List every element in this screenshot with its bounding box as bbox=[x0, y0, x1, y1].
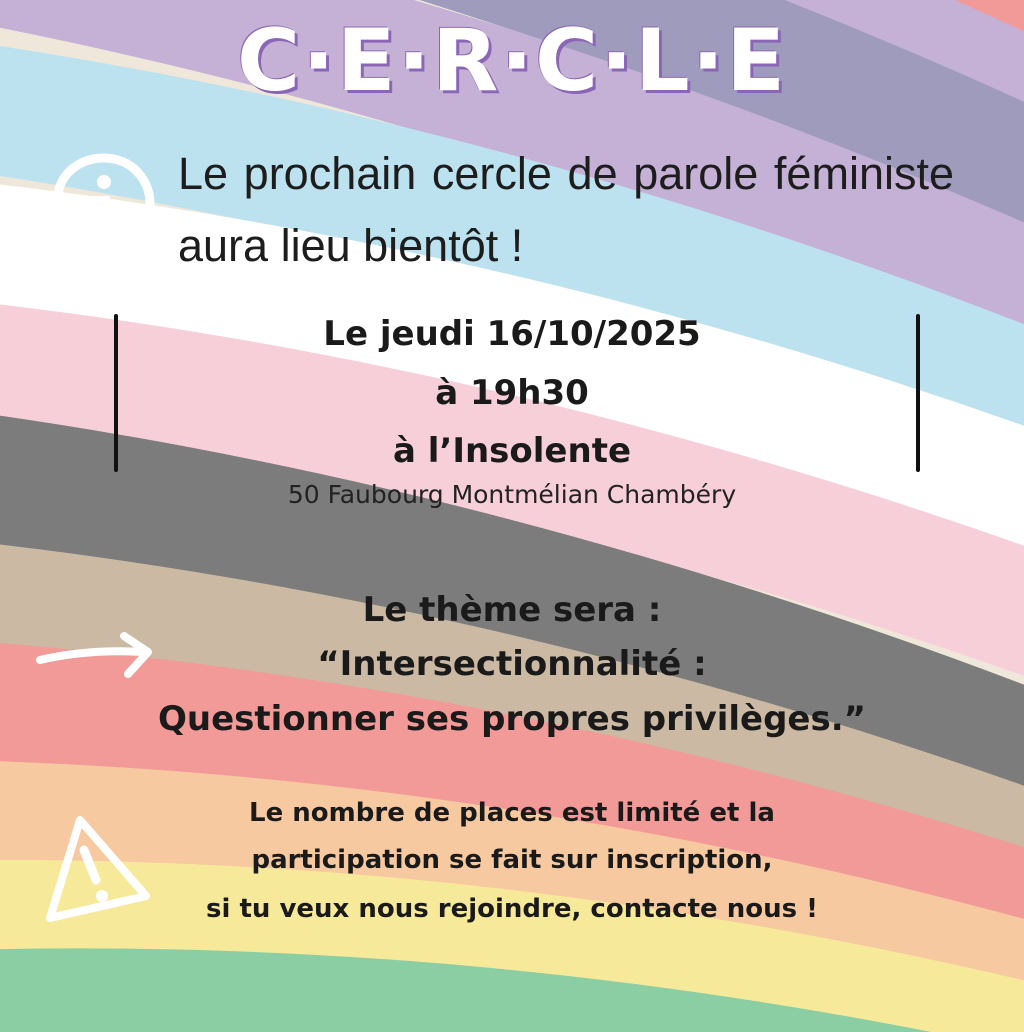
theme-title-line2: Questionner ses propres privilèges.” bbox=[157, 699, 866, 739]
intro-text: Le prochain cercle de parole féministe aura lieu bientôt ! bbox=[178, 148, 954, 271]
event-address: 50 Faubourg Montmélian Chambéry bbox=[287, 480, 737, 509]
right-divider bbox=[916, 314, 920, 472]
poster-title: C·E·R·C·L·E bbox=[236, 11, 788, 111]
note-line2: participation se fait sur inscription, bbox=[251, 845, 773, 875]
info-bubble-icon bbox=[52, 150, 156, 254]
theme-intro: Le thème sera : bbox=[362, 590, 662, 630]
theme-title-line1: “Intersectionnalité : bbox=[317, 644, 707, 684]
left-divider bbox=[114, 314, 118, 472]
note-line1: Le nombre de places est limité et la bbox=[249, 798, 775, 828]
event-date: Le jeudi 16/10/2025 bbox=[323, 314, 701, 354]
event-time: à 19h30 bbox=[435, 373, 589, 413]
note-line3: si tu veux nous rejoindre, contacte nous ! bbox=[206, 894, 818, 924]
event-venue: à l’Insolente bbox=[392, 431, 632, 471]
